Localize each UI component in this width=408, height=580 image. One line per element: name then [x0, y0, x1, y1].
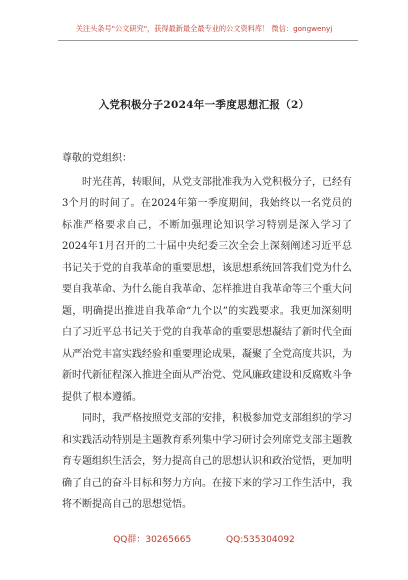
paragraph-1: 时光荏苒，转眼间，从党支部批准我为入党积极分子，已经有3个月的时间了。在2024年第一季度期间，我始终以一名党员的标准严格要求自己，不断加强理论知识学习特别是深入学习了2024年1月召开的二十届中央纪委三次全会上深刻阐述习近平总书记关于党的自我革命的重要思想，该思想系统回答我们党为什么要自我革命、为什么能自我革命、怎样推进自我革命等三个重大问题，明确提出推进自我革命“九个以”的实践要求。我更加深刻明白了习近平总书记关于党的自我革命的重要思想凝结了新时代全面从严治党丰富实践经验和重要理论成果，凝聚了全党高度共识，为新时代新征程深入推进全面从严治党、党风廉政建设和反腐败斗争提供了根本遵循。 [62, 176, 352, 403]
document-title: 入党积极分子2024年一季度思想汇报（2） [98, 99, 310, 111]
footer-contact [0, 532, 408, 545]
footer-qq-group: QQ群：30265665 [113, 535, 192, 545]
footer-qq: QQ:535304092 [226, 535, 295, 545]
header-note: 关注头条号"公文研究"，获得最新最全最专业的公文资料库！ 微信：gongwenyj [75, 24, 333, 33]
paragraph-2: 同时，我严格按照党支部的安排，积极参加党支部组织的学习和实践活动特别是主题教育系列集中学习研讨会列席党支部主题教育专题组织生活会，努力提高自己的思想认识和政治觉悟，更加明确了自己的奋斗目标和努力方向。在接下来的学习工作生活中，我将不断提高自己的思想觉悟。 [62, 413, 352, 510]
salutation: 尊敬的党组织： [62, 153, 132, 164]
document-body [62, 148, 352, 516]
header-divider [58, 40, 358, 41]
